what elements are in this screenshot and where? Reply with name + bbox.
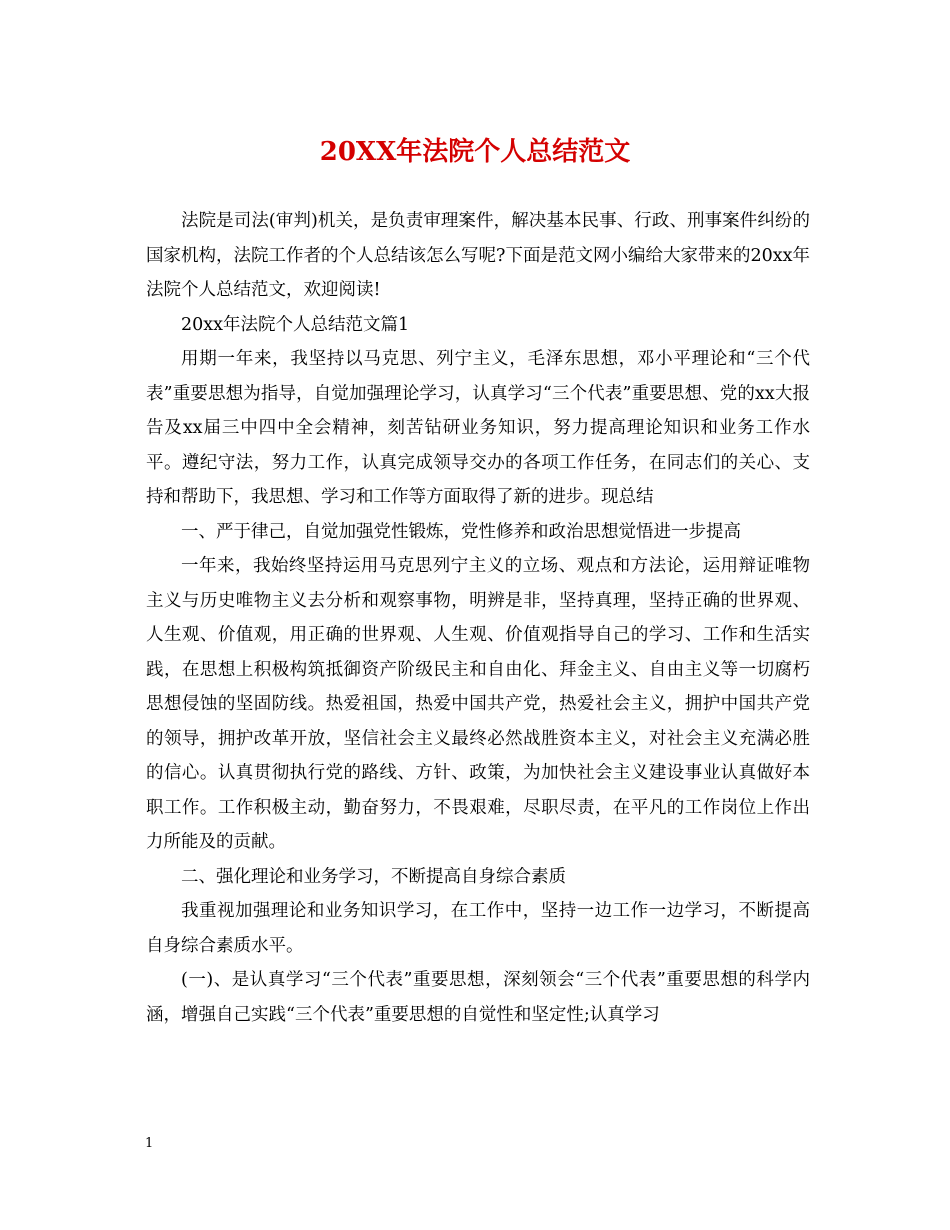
paragraph-section-heading: 20xx年法院个人总结范文篇1 bbox=[181, 314, 410, 335]
paragraph-heading-one: 一、严于律己，自觉加强党性锻炼，党性修养和政治思想觉悟进一步提高 bbox=[181, 521, 741, 542]
document-title: 20XX年法院个人总结范文 bbox=[319, 137, 631, 167]
paragraph-overview: 用期一年来，我坚持以马克思、列宁主义，毛泽东思想，邓小平理论和“三个代表”重要思想为指导，自觉加强理论学习，认真学习“三个代表”重要思想、党的xx大报告及xx届三中四中全会精神，刻苦钻研业务知识，努力提高理论知识和业务工作水平。遵纪守法，努力工作，认真完成领导交办的各项工作任务，在同志们的关心、支持和帮助下，我思想、学习和工作等方面取得了新的进步。现总结 bbox=[146, 349, 810, 507]
paragraph-political-thought: 一年来，我始终坚持运用马克思列宁主义的立场、观点和方法论，运用辩证唯物主义与历史唯物主义去分析和观察事物，明辨是非，坚持真理，坚持正确的世界观、人生观、价值观，用正确的世界观、人生观、价值观指导自己的学习、工作和生活实践，在思想上积极构筑抵御资产阶级民主和自由化、拜金主义、自由主义等一切腐朽思想侵蚀的坚固防线。热爱祖国，热爱中国共产党，热爱社会主义，拥护中国共产党的领导，拥护改革开放，坚信社会主义最终必然战胜资本主义，对社会主义充满必胜的信心。认真贯彻执行党的路线、方针、政策，为加快社会主义建设事业认真做好本职工作。工作积极主动，勤奋努力，不畏艰难，尽职尽责，在平凡的工作岗位上作出力所能及的贡献。 bbox=[146, 556, 810, 852]
paragraph-sub-one: (一)、是认真学习“三个代表”重要思想，深刻领会“三个代表”重要思想的科学内涵，增强自己实践“三个代表”重要思想的自觉性和坚定性;认真学习 bbox=[146, 970, 810, 1025]
paragraph-study: 我重视加强理论和业务知识学习，在工作中，坚持一边工作一边学习，不断提高自身综合素质水平。 bbox=[146, 901, 810, 956]
paragraph-intro: 法院是司法(审判)机关，是负责审理案件，解决基本民事、行政、刑事案件纠纷的国家机构，法院工作者的个人总结该怎么写呢?下面是范文网小编给大家带来的20xx年法院个人总结范文，欢迎阅读! bbox=[146, 211, 810, 300]
paragraph-heading-two: 二、强化理论和业务学习，不断提高自身综合素质 bbox=[181, 866, 566, 887]
document-body bbox=[146, 204, 810, 1032]
page-number: 1 bbox=[145, 1136, 154, 1151]
